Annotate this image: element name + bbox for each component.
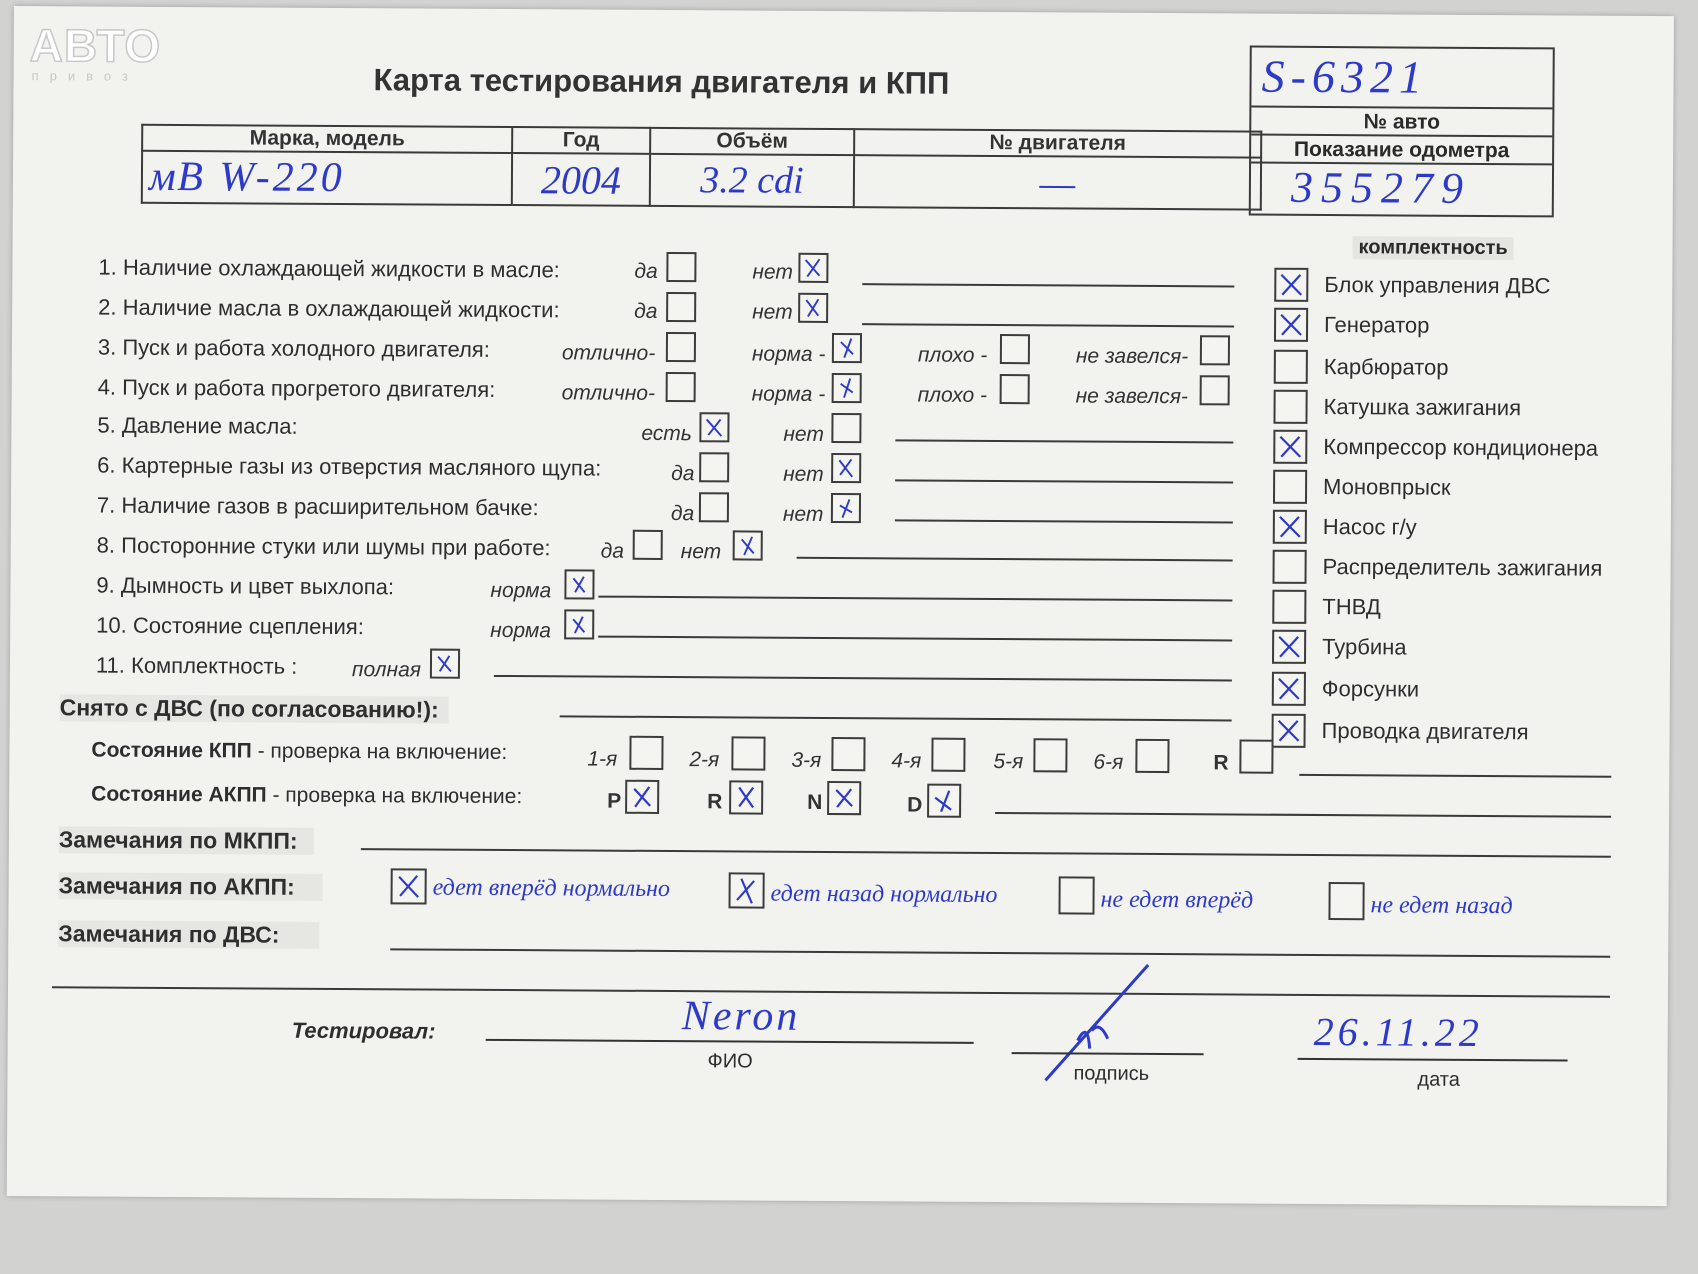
q11-full-label: полная xyxy=(351,658,422,682)
q1-no-checkbox[interactable] xyxy=(798,253,828,283)
q3-normal-label: норма - xyxy=(751,342,826,366)
gear-3-checkbox[interactable] xyxy=(831,737,865,771)
watermark-logo: АВТО привоз xyxy=(29,19,162,84)
q3-nostart-checkbox[interactable] xyxy=(1200,335,1230,365)
q3-excellent-checkbox[interactable] xyxy=(666,332,696,362)
completeness-item-label: Форсунки xyxy=(1321,676,1420,702)
mode-n-label: N xyxy=(807,790,823,814)
q4-nostart-checkbox[interactable] xyxy=(1200,375,1230,405)
q6-yes-checkbox[interactable] xyxy=(699,452,729,482)
mode-r-checkbox[interactable] xyxy=(729,780,763,814)
completeness-item-label: Катушка зажигания xyxy=(1323,394,1522,421)
mode-n-checkbox[interactable] xyxy=(827,781,861,815)
completeness-item-label: Проводка двигателя xyxy=(1321,718,1529,745)
mode-p-checkbox[interactable] xyxy=(625,780,659,814)
question-10: 10. Состояние сцепления: xyxy=(96,612,364,640)
q3-bad-label: плохо - xyxy=(917,343,988,367)
completeness-item-checkbox[interactable] xyxy=(1273,430,1307,464)
q4-excellent-label: отлично- xyxy=(561,381,656,405)
q5-no-label: нет xyxy=(783,422,824,446)
removed-label: Снято с ДВС (по согласованию!): xyxy=(60,694,449,723)
tester-name: Neron xyxy=(681,993,801,1040)
q6-yes-label: да xyxy=(671,462,695,486)
completeness-item-checkbox[interactable] xyxy=(1273,470,1307,504)
question-5: 5. Давление масла: xyxy=(97,412,298,439)
engine-value: — xyxy=(1039,159,1076,205)
odometer-label: Показание одометра xyxy=(1293,137,1510,163)
completeness-item-checkbox[interactable] xyxy=(1274,268,1308,302)
q1-no-label: нет xyxy=(752,260,793,284)
q1-yes-checkbox[interactable] xyxy=(666,252,696,282)
q1-yes-label: да xyxy=(634,259,658,283)
date-label: дата xyxy=(1417,1068,1460,1091)
q3-nostart-label: не завелся- xyxy=(1075,344,1189,369)
question-4: 4. Пуск и работа прогретого двигателя: xyxy=(97,374,496,402)
col-volume-header: Объём xyxy=(650,128,854,155)
completeness-item-checkbox[interactable] xyxy=(1274,350,1308,384)
question-7: 7. Наличие газов в расширительном бачке: xyxy=(96,492,539,521)
car-number-label: № авто xyxy=(1363,110,1441,134)
volume-value: 3.2 cdi xyxy=(700,159,804,202)
q3-normal-checkbox[interactable] xyxy=(832,333,862,363)
completeness-item-checkbox[interactable] xyxy=(1272,590,1306,624)
gear-6-checkbox[interactable] xyxy=(1135,739,1169,773)
q11-full-checkbox[interactable] xyxy=(430,649,460,679)
completeness-item-checkbox[interactable] xyxy=(1272,550,1306,584)
gear-2-checkbox[interactable] xyxy=(731,736,765,770)
akpp-no-reverse-label: не едет назад xyxy=(1370,892,1513,920)
signature-label: подпись xyxy=(1073,1062,1150,1085)
mode-p-label: P xyxy=(607,789,622,813)
q4-bad-label: плохо - xyxy=(917,383,988,407)
question-6: 6. Картерные газы из отверстия масляного щупа: xyxy=(97,452,602,481)
q7-no-label: нет xyxy=(782,502,824,526)
gear-r-checkbox[interactable] xyxy=(1239,740,1273,774)
remarks-akpp-label: Замечания по АКПП: xyxy=(59,872,323,901)
question-2: 2. Наличие масла в охлаждающей жидкости: xyxy=(98,294,560,323)
q8-yes-label: да xyxy=(600,539,625,563)
question-3: 3. Пуск и работа холодного двигателя: xyxy=(97,334,490,362)
q9-normal-checkbox[interactable] xyxy=(564,569,594,599)
q10-normal-checkbox[interactable] xyxy=(564,609,594,639)
akpp-reverse-ok-label: едет назад нормально xyxy=(770,880,998,909)
col-model-header: Марка, модель xyxy=(142,125,512,153)
q5-yes-label: есть xyxy=(641,421,692,446)
q7-yes-checkbox[interactable] xyxy=(699,492,729,522)
completeness-item-label: Компрессор кондиционера xyxy=(1323,434,1599,461)
kpp-label: Состояние КПП - проверка на включение: xyxy=(91,738,508,765)
q6-no-checkbox[interactable] xyxy=(831,453,861,483)
gear-4-label: 4-я xyxy=(891,749,922,773)
mode-d-checkbox[interactable] xyxy=(927,784,961,818)
car-number-block xyxy=(1249,46,1555,218)
mode-d-label: D xyxy=(907,793,923,817)
q8-no-label: нет xyxy=(680,540,722,564)
q2-no-checkbox[interactable] xyxy=(798,293,828,323)
akpp-forward-ok-label: едет вперёд нормально xyxy=(432,874,671,903)
question-11: 11. Комплектность : xyxy=(95,652,298,679)
gear-5-checkbox[interactable] xyxy=(1033,738,1067,772)
completeness-item-checkbox[interactable] xyxy=(1272,630,1306,664)
q4-excellent-checkbox[interactable] xyxy=(666,372,696,402)
gear-1-checkbox[interactable] xyxy=(629,736,663,770)
akpp-no-forward-checkbox[interactable] xyxy=(1058,876,1094,914)
gear-r-label: R xyxy=(1213,751,1229,775)
completeness-item-checkbox[interactable] xyxy=(1271,714,1305,748)
q6-no-label: нет xyxy=(783,462,824,486)
question-9: 9. Дымность и цвет выхлопа: xyxy=(96,572,395,600)
question-1: 1. Наличие охлаждающей жидкости в масле: xyxy=(98,254,560,283)
q7-yes-label: да xyxy=(670,502,695,526)
q9-normal-label: норма xyxy=(490,578,552,603)
q4-bad-checkbox[interactable] xyxy=(1000,374,1030,404)
q4-nostart-label: не завелся- xyxy=(1075,384,1189,409)
gear-3-label: 3-я xyxy=(791,748,822,772)
gear-5-label: 5-я xyxy=(993,749,1024,774)
date-value: 26.11.22 xyxy=(1313,1008,1483,1055)
gear-4-checkbox[interactable] xyxy=(931,738,965,772)
completeness-item-checkbox[interactable] xyxy=(1273,390,1307,424)
gear-2-label: 2-я xyxy=(689,748,720,772)
mode-r-label: R xyxy=(707,790,723,814)
remarks-mkpp-label: Замечания по МКПП: xyxy=(59,826,314,855)
completeness-item-checkbox[interactable] xyxy=(1274,308,1308,342)
completeness-item-label: Блок управления ДВС xyxy=(1324,272,1551,299)
remarks-dvs-label: Замечания по ДВС: xyxy=(58,920,319,949)
q2-yes-label: да xyxy=(634,299,658,323)
completeness-item-label: Моновпрыск xyxy=(1323,474,1451,500)
question-8: 8. Посторонние стуки или шумы при работе: xyxy=(96,532,551,561)
page-title: Карта тестирования двигателя и КПП xyxy=(373,62,950,101)
car-number-value: S-6321 xyxy=(1261,50,1429,103)
q4-normal-label: норма - xyxy=(751,382,826,406)
model-value: ᴍB W-220 xyxy=(148,153,345,202)
q3-excellent-label: отлично- xyxy=(561,341,656,365)
akpp-reverse-ok-checkbox[interactable] xyxy=(729,872,765,908)
akpp-forward-ok-checkbox[interactable] xyxy=(391,868,427,904)
q5-no-checkbox[interactable] xyxy=(831,413,861,443)
gear-1-label: 1-я xyxy=(587,747,618,771)
q2-yes-checkbox[interactable] xyxy=(666,292,696,322)
year-value: 2004 xyxy=(540,156,622,203)
fio-label: ФИО xyxy=(707,1050,753,1073)
q4-normal-checkbox[interactable] xyxy=(832,373,862,403)
akpp-label: Состояние АКПП - проверка на включение: xyxy=(91,782,523,809)
akpp-no-forward-label: не едет вперёд xyxy=(1100,886,1254,914)
odometer-value: 355279 xyxy=(1290,162,1472,213)
completeness-item-checkbox[interactable] xyxy=(1273,510,1307,544)
q7-no-checkbox[interactable] xyxy=(831,493,861,523)
q3-bad-checkbox[interactable] xyxy=(1000,334,1030,364)
completeness-item-checkbox[interactable] xyxy=(1272,672,1306,706)
completeness-item-label: Турбина xyxy=(1322,634,1407,660)
q8-no-checkbox[interactable] xyxy=(733,530,763,560)
completeness-title: комплектность xyxy=(1352,236,1513,260)
tested-by-label: Тестировал: xyxy=(291,1017,436,1044)
gear-6-label: 6-я xyxy=(1093,750,1124,774)
q2-no-label: нет xyxy=(752,300,793,324)
col-engine-header: № двигателя xyxy=(854,129,1261,157)
completeness-item-label: Генератор xyxy=(1324,312,1430,338)
test-card-sheet xyxy=(7,6,1674,1206)
q5-yes-checkbox[interactable] xyxy=(699,412,729,442)
q10-normal-label: норма xyxy=(490,618,552,643)
akpp-no-reverse-checkbox[interactable] xyxy=(1328,882,1364,920)
completeness-item-label: ТНВД xyxy=(1322,594,1381,620)
completeness-item-label: Распределитель зажигания xyxy=(1322,554,1603,581)
q8-yes-checkbox[interactable] xyxy=(633,530,663,560)
col-year-header: Год xyxy=(512,127,650,154)
vehicle-header-table xyxy=(141,124,1262,211)
completeness-item-label: Насос г/у xyxy=(1322,514,1417,540)
completeness-item-label: Карбюратор xyxy=(1323,354,1449,380)
